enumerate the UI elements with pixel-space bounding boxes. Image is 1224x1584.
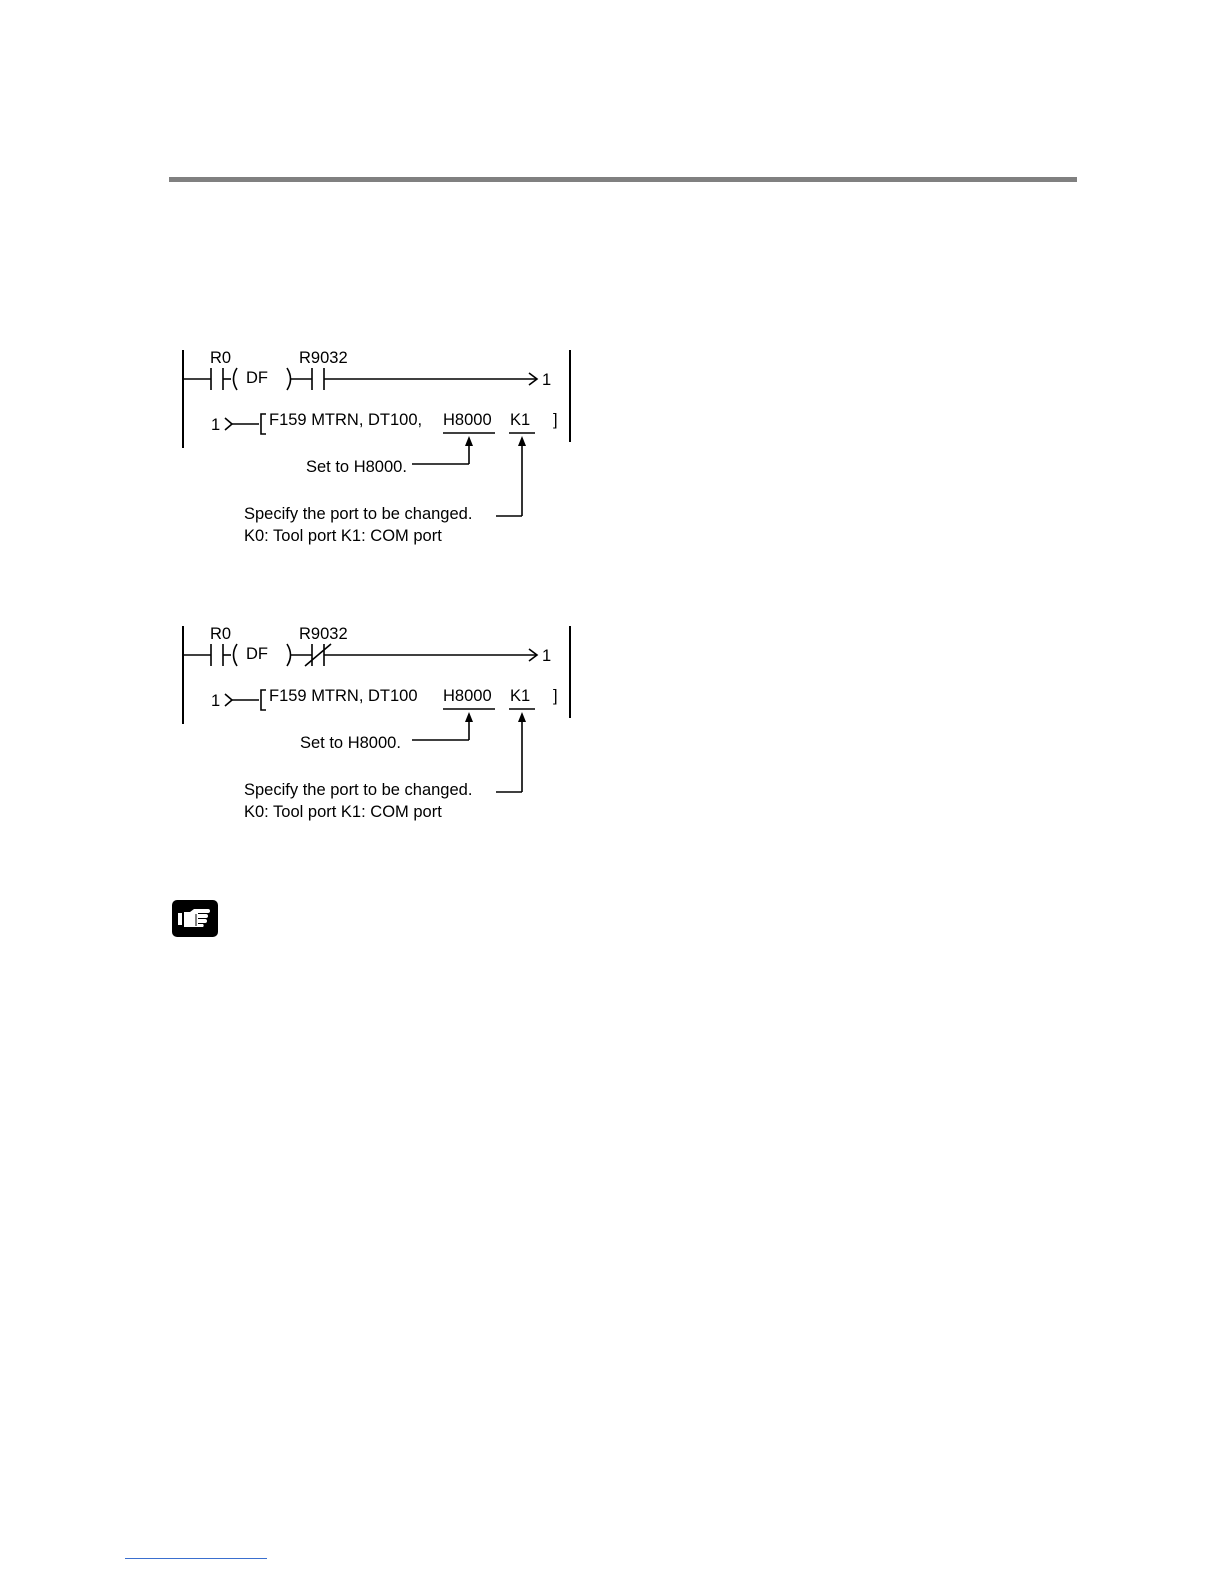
ladder-diagram-2 xyxy=(175,616,585,826)
operand-k1: K1 xyxy=(510,411,531,429)
note-set-value: Set to H8000. xyxy=(306,458,407,476)
jump-out-label: 1 xyxy=(542,371,552,389)
contact-r9032-label: R9032 xyxy=(299,625,348,643)
contact-r9032-label: R9032 xyxy=(299,349,348,367)
pointing-hand-icon xyxy=(172,900,218,937)
jump-in-label: 1 xyxy=(211,416,221,434)
jump-out-label: 1 xyxy=(542,647,552,665)
note-port-line1: Specify the port to be changed. xyxy=(244,781,473,799)
operand-h8000: H8000 xyxy=(443,687,492,705)
ladder-diagram-1 xyxy=(175,340,585,550)
note-port-line2: K0: Tool port K1: COM port xyxy=(244,527,442,545)
df-label: DF xyxy=(246,645,268,663)
contact-r0-label: R0 xyxy=(210,349,232,367)
footer-link-underline xyxy=(125,1558,267,1559)
operand-h8000: H8000 xyxy=(443,411,492,429)
bracket-close: ] xyxy=(553,687,558,705)
instruction-text: F159 MTRN, DT100 xyxy=(269,687,418,705)
contact-r0-label: R0 xyxy=(210,625,232,643)
note-port-line2: K0: Tool port K1: COM port xyxy=(244,803,442,821)
bracket-close: ] xyxy=(553,411,558,429)
header-rule xyxy=(169,177,1077,182)
note-set-value: Set to H8000. xyxy=(300,734,401,752)
operand-k1: K1 xyxy=(510,687,531,705)
df-label: DF xyxy=(246,369,268,387)
instruction-text: F159 MTRN, DT100, xyxy=(269,411,423,429)
jump-in-label: 1 xyxy=(211,692,221,710)
note-port-line1: Specify the port to be changed. xyxy=(244,505,473,523)
